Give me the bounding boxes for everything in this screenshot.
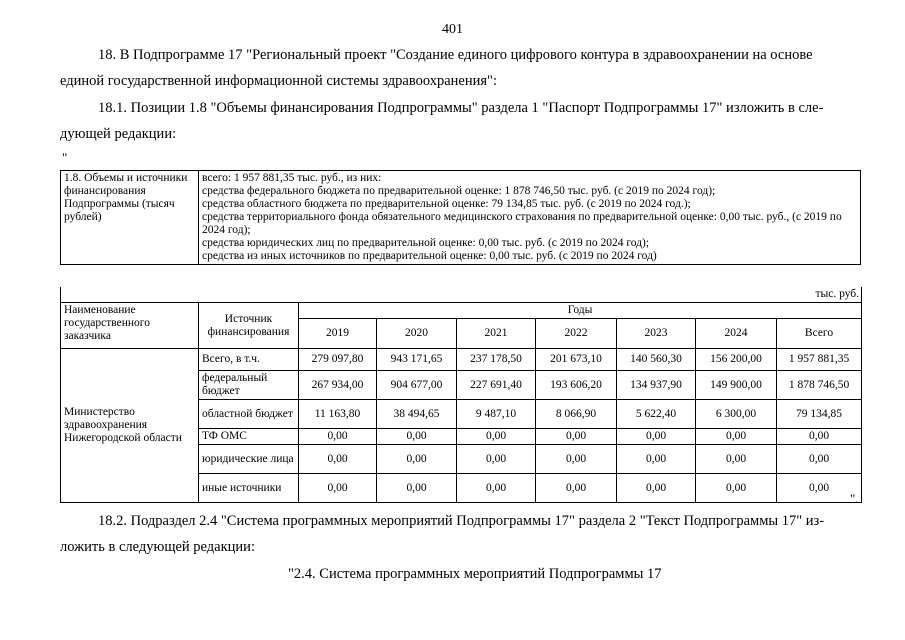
value-cell: 0,00: [299, 445, 377, 474]
source-name: ТФ ОМС: [199, 429, 299, 445]
source-name: юридические лица: [199, 445, 299, 474]
financing-table: [60, 287, 862, 503]
value-cell: 140 560,30: [617, 349, 696, 371]
value-cell: 0,00: [777, 474, 862, 503]
source-name: Всего, в т.ч.: [199, 349, 299, 371]
year-header: Всего: [777, 319, 862, 349]
value-cell: 5 622,40: [617, 400, 696, 429]
passport-line: средства юридических лиц по предварительной оценке: 0,00 тыс. руб. (с 2019 по 2024 год);: [202, 237, 650, 249]
unit-label: тыс. руб.: [61, 287, 862, 303]
table-row: [61, 349, 862, 371]
value-cell: 227 691,40: [457, 371, 536, 400]
year-header: 2019: [299, 319, 377, 349]
value-cell: 6 300,00: [696, 400, 777, 429]
year-header: 2021: [457, 319, 536, 349]
value-cell: 0,00: [377, 445, 457, 474]
value-cell: 943 171,65: [377, 349, 457, 371]
value-cell: 201 673,10: [536, 349, 617, 371]
value-cell: 149 900,00: [696, 371, 777, 400]
paragraph-18-line1: 18. В Подпрограмме 17 "Региональный проект "Создание единого цифрового контура в здравоохранении на основе: [98, 47, 813, 63]
passport-line: средства областного бюджета по предварительной оценке: 79 134,85 тыс. руб. (с 2019 по 2024 год.);: [202, 198, 691, 210]
year-header: 2024: [696, 319, 777, 349]
paragraph-18-2-line1: 18.2. Подраздел 2.4 "Система программных мероприятий Подпрограммы 17" раздела 2 "Текст Подпрограммы 17" из-: [98, 513, 825, 529]
value-cell: 38 494,65: [377, 400, 457, 429]
value-cell: 1 957 881,35: [777, 349, 862, 371]
value-cell: 267 934,00: [299, 371, 377, 400]
passport-label: 1.8. Объемы и источники финансирования Подпрограммы (тысяч рублей): [61, 171, 199, 265]
value-cell: 1 878 746,50: [777, 371, 862, 400]
passport-line: всего: 1 957 881,35 тыс. руб., из них:: [202, 172, 382, 184]
value-cell: 0,00: [617, 445, 696, 474]
value-cell: 0,00: [536, 445, 617, 474]
value-cell: 0,00: [299, 429, 377, 445]
customer-name: Министерство здравоохранения Нижегородской области: [61, 349, 199, 503]
value-cell: 9 487,10: [457, 400, 536, 429]
value-cell: 279 097,80: [299, 349, 377, 371]
passport-table: [60, 170, 861, 265]
value-cell: 8 066,90: [536, 400, 617, 429]
year-header: 2020: [377, 319, 457, 349]
passport-line: средства федерального бюджета по предварительной оценке: 1 878 746,50 тыс. руб. (с 2019 по 2024 год);: [202, 185, 716, 197]
value-cell: 0,00: [536, 429, 617, 445]
value-cell: 193 606,20: [536, 371, 617, 400]
year-header: 2022: [536, 319, 617, 349]
closing-quote: ".: [850, 491, 859, 506]
source-name: областной бюджет: [199, 400, 299, 429]
value-cell: 0,00: [457, 445, 536, 474]
value-cell: 0,00: [457, 429, 536, 445]
value-cell: 0,00: [696, 445, 777, 474]
paragraph-18-1-line2: дующей редакции:: [60, 126, 177, 142]
passport-line: средства территориального фонда обязательного медицинского страхования по предварительной оценке: 0,00 тыс. руб., (с 2019 по 2024 год);: [202, 211, 842, 236]
value-cell: 0,00: [777, 429, 862, 445]
opening-quote: ": [62, 150, 68, 165]
value-cell: 237 178,50: [457, 349, 536, 371]
value-cell: 0,00: [377, 474, 457, 503]
value-cell: 156 200,00: [696, 349, 777, 371]
value-cell: 11 163,80: [299, 400, 377, 429]
source-header: Источник финансирования: [199, 303, 299, 349]
value-cell: 0,00: [377, 429, 457, 445]
year-header: 2023: [617, 319, 696, 349]
years-header: Годы: [299, 303, 862, 319]
value-cell: 0,00: [696, 429, 777, 445]
page-number: 401: [442, 22, 463, 37]
value-cell: 79 134,85: [777, 400, 862, 429]
value-cell: 904 677,00: [377, 371, 457, 400]
value-cell: 0,00: [617, 429, 696, 445]
value-cell: 134 937,90: [617, 371, 696, 400]
section-2-4-heading: "2.4. Система программных мероприятий Подпрограммы 17: [288, 566, 662, 582]
value-cell: 0,00: [696, 474, 777, 503]
source-name: иные источники: [199, 474, 299, 503]
paragraph-18-2-line2: ложить в следующей редакции:: [60, 539, 255, 555]
paragraph-18-1-line1: 18.1. Позиции 1.8 "Объемы финансирования Подпрограммы" раздела 1 "Паспорт Подпрограммы 17" изложить в сле-: [98, 100, 824, 116]
passport-content: [199, 171, 861, 265]
value-cell: 0,00: [536, 474, 617, 503]
value-cell: 0,00: [617, 474, 696, 503]
value-cell: 0,00: [777, 445, 862, 474]
customer-header: Наименование государственного заказчика: [61, 303, 199, 349]
paragraph-18-line2: единой государственной информационной системы здравоохранения":: [60, 73, 498, 89]
passport-line: средства из иных источников по предварительной оценке: 0,00 тыс. руб. (с 2019 по 2024 год): [202, 250, 657, 262]
value-cell: 0,00: [457, 474, 536, 503]
value-cell: 0,00: [299, 474, 377, 503]
source-name: федеральный бюджет: [199, 371, 299, 400]
